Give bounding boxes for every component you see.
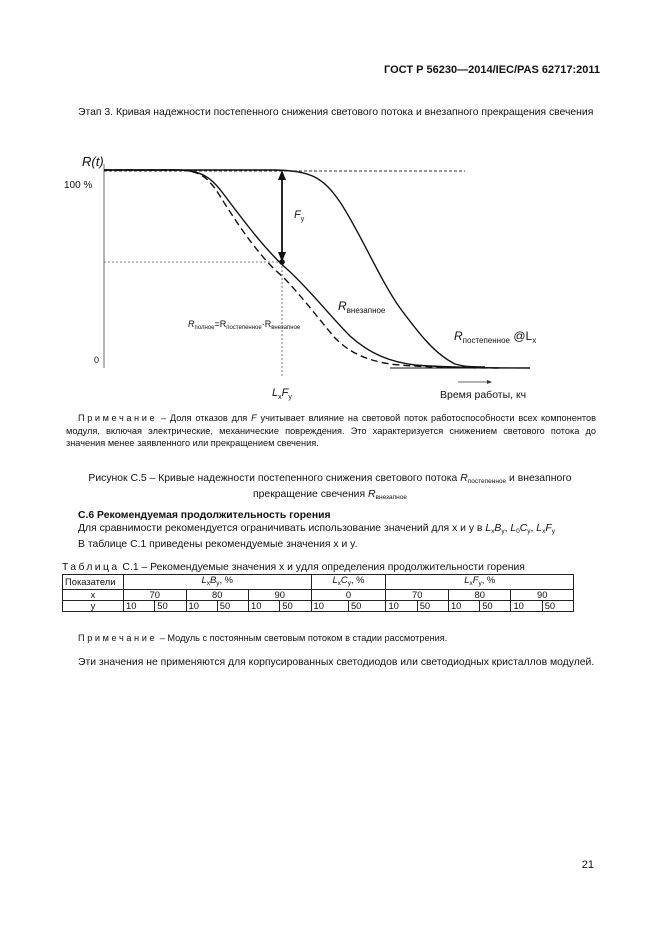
section-block (78, 509, 598, 551)
table-cell: 0 (311, 590, 386, 601)
row-x-label: x (63, 590, 124, 601)
table-note: Примечание – Модуль с постоянным световым потоком в стадии рассмотрения. (78, 633, 448, 643)
table-cell: 10 (311, 601, 348, 612)
table-cell: 50 (280, 601, 311, 612)
y-zero-label: 0 (94, 355, 100, 365)
table-cell: 50 (217, 601, 248, 612)
table-cell: 50 (417, 601, 448, 612)
graduated-curve (104, 170, 485, 367)
group-lxcy-header: $L_xC_y$, % (311, 575, 386, 590)
stage-paragraph: Этап 3. Кривая надежности постепенного снижения светового потока и внезапного прекращения свечения (78, 107, 594, 118)
document-header: ГОСТ Р 56230—2014/IEC/PAS 62717:2011 (384, 64, 600, 76)
row-y-label: y (63, 601, 124, 612)
group-lxby-header: $L_xB_y$, % (124, 575, 312, 590)
time-arrow-icon (487, 380, 492, 384)
table-cell: 50 (155, 601, 186, 612)
page-number: 21 (581, 859, 594, 871)
table-cell: 50 (348, 601, 386, 612)
r-graduated-label: $R_{постепенное}$ $@L_x$ (454, 329, 537, 345)
table-cell: 80 (186, 590, 249, 601)
figure-note: Примечание – Доля отказов для F учитывает влияние на световой поток работоспособности всех компонентов модуля, включая электрические, механические повреждения. Это характеризуется снижением светового потока до значения менее заявленного или прекращением свечения. (66, 413, 596, 448)
table-cell: 50 (542, 601, 573, 612)
x-axis-label: Время работы, кч (440, 389, 527, 401)
reliability-chart (60, 150, 600, 410)
table-cell: 10 (124, 601, 155, 612)
r-total-formula: $R_{полное}=R_{постепенное}\cdot R_{внезапное}$ (188, 319, 301, 331)
table-cell: 80 (448, 590, 511, 601)
table-cell: 10 (186, 601, 217, 612)
y-100-label: 100 % (64, 180, 93, 191)
closing-paragraph: Эти значения не применяются для корпусированных светодиодов или светодиодных кристаллов модулей. (78, 657, 595, 668)
recommended-values-table (62, 574, 574, 612)
table-row-y (63, 601, 574, 612)
section-line-2: В таблице С.1 приведены рекомендуемые значения x и y. (78, 539, 358, 550)
table-cell: 90 (249, 590, 312, 601)
table-cell: 70 (124, 590, 187, 601)
figure-caption: Рисунок С.5 – Кривые надежности постепенного снижения светового потока $R_{постепенное}$ и внезапного прекращение свечения $R_{внезапное}$ (88, 473, 572, 501)
group-lxfy-header: $L_xF_y$, % (386, 575, 574, 590)
table-header-row (63, 575, 574, 590)
table-cell: 90 (511, 590, 574, 601)
table-cell: 10 (249, 601, 280, 612)
fy-arrow-up-icon (278, 170, 286, 180)
table-title: Таблица С.1 – Рекомендуемые значения x и yдля определения продолжительности горения (62, 562, 525, 573)
table-cell: 10 (511, 601, 542, 612)
r-sudden-label: $R_{внезапное}$ (338, 299, 386, 315)
fy-label: $F_y$ (294, 209, 305, 223)
section-line-1: Для сравнимости рекомендуется ограничивать использование значений для x и y в $L_xB_y$, $L_0C_y$, $L_xF_y$ (78, 523, 555, 535)
intersection-dot (279, 259, 285, 265)
y-axis-label: R(t) (82, 154, 104, 169)
total-curve (104, 170, 500, 368)
table-cell: 50 (480, 601, 511, 612)
lx-fy-label: $L_xF_y$ (272, 387, 292, 401)
table-row-x (63, 590, 574, 601)
table-cell: 10 (448, 601, 479, 612)
col-label-cell: Показатели (63, 575, 124, 590)
table-cell: 70 (386, 590, 449, 601)
section-title: С.6 Рекомендуемая продолжительность горения (78, 510, 331, 521)
table-cell: 10 (386, 601, 417, 612)
